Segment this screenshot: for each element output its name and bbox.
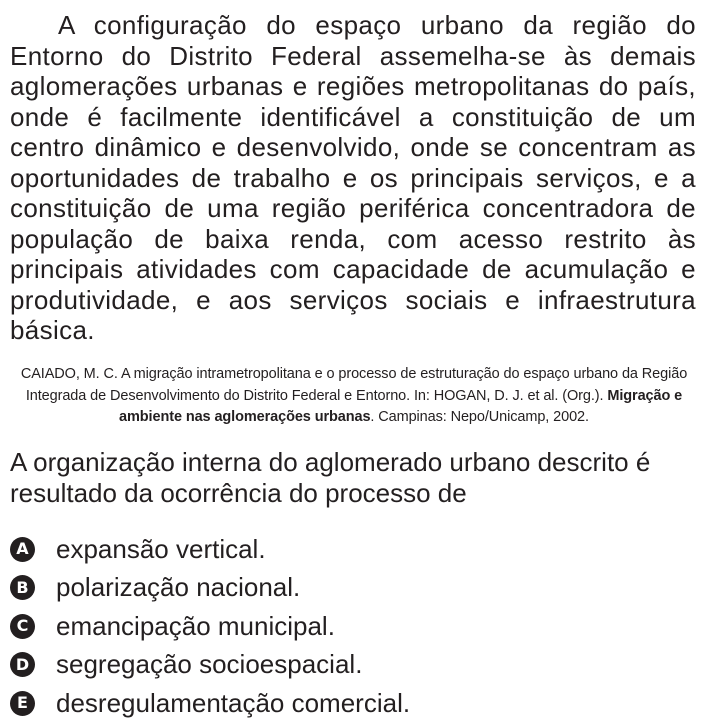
option-d[interactable]	[10, 646, 698, 685]
source-citation	[10, 364, 698, 429]
option-c[interactable]	[10, 607, 698, 646]
citation-suffix: . Campinas: Nepo/Unicamp, 2002.	[370, 409, 589, 425]
option-b-letter-icon: B	[10, 575, 35, 600]
option-c-text: emancipação municipal.	[56, 610, 335, 641]
option-c-letter-icon: C	[10, 614, 35, 639]
option-b[interactable]	[10, 569, 698, 608]
passage-text: A configuração do espaço urbano da região do Entorno do Distrito Federal assemelha-se às demais aglomerações urbanas e regiões metropolitanas do país, onde é facilmente identificável a constituição de um centro dinâmico e desenvolvido, onde se concentram as oportunidades de trabalho e os principais serviços, e a constituição de uma região periférica concentradora de população de baixa renda, com acesso restrito às principais atividades com capacidade de acumulação e produtividade, e aos serviços sociais e infraestrutura básica.	[10, 10, 696, 345]
answer-options	[10, 530, 698, 723]
question-stem: A organização interna do aglomerado urbano descrito é resultado da ocorrência do processo de	[10, 447, 651, 508]
option-d-text: segregação socioespacial.	[56, 649, 363, 680]
citation-prefix: CAIADO, M. C. A migração intrametropolitana e o processo de estruturação do espaço urbano da Região Integrada de Desenvolvimento do Distrito Federal e Entorno. In: HOGAN, D. J. et al. (Org.).	[20, 366, 688, 404]
option-e-text: desregulamentação comercial.	[56, 687, 411, 718]
option-a[interactable]	[10, 530, 698, 569]
option-a-letter-icon: A	[10, 537, 35, 562]
option-e[interactable]	[10, 684, 698, 723]
option-b-text: polarização nacional.	[56, 572, 301, 603]
citation-title: Migração e ambiente nas aglomerações urbanas	[119, 387, 683, 425]
option-a-text: expansão vertical.	[56, 533, 266, 564]
option-d-letter-icon: D	[10, 652, 35, 677]
option-e-letter-icon: E	[10, 691, 35, 716]
